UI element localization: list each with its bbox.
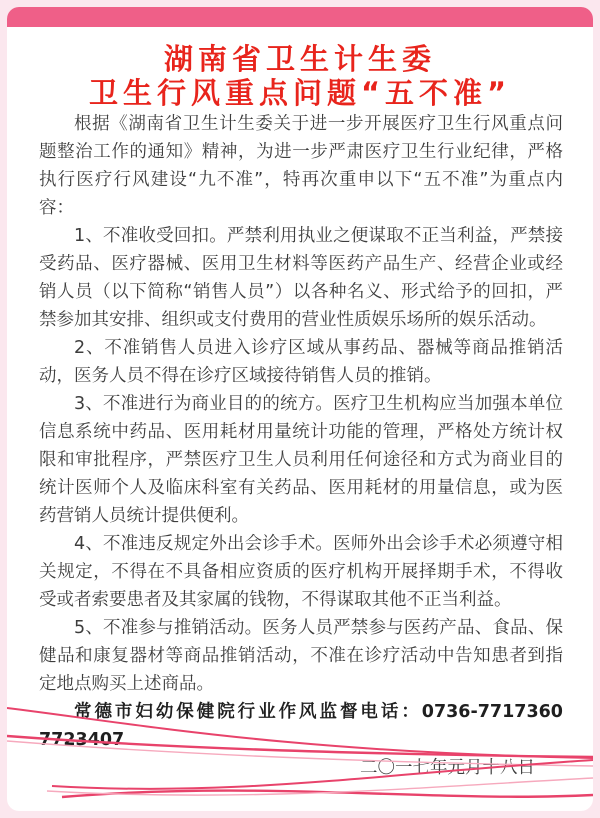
- title-line-1: 湖南省卫生计生委: [163, 42, 436, 76]
- wave-line-4: [62, 791, 593, 797]
- intro-paragraph: 根据《湖南省卫生计生委关于进一步开展医疗卫生行风重点问题整治工作的通知》精神，为进一步严肃医疗卫生行业纪律，严格执行医疗行风建设“九不准”，特再次重申以下“五不准”为重点内容：: [39, 114, 563, 218]
- date-text: 二〇一七年元月十八日: [360, 758, 535, 778]
- header-band: [7, 7, 593, 27]
- rule-item-2: 2、不准销售人员进入诊疗区域从事药品、器械等商品推销活动，医务人员不得在诊疗区域接待销售人员的推销。: [39, 338, 563, 386]
- hotline-text: 常德市妇幼保健院行业作风监督电话：0736-7717360 7723407: [39, 702, 581, 750]
- poster-title: [7, 42, 593, 110]
- rule-item-1: 1、不准收受回扣。严禁利用执业之便谋取不正当利益，严禁接受药品、医疗器械、医用卫生材料等医药产品生产、经营企业或经销人员（以下简称“销售人员”）以各种名义、形式给予的回扣，严禁参加其安排、组织或支付费用的营业性质娱乐场所的娱乐活动。: [39, 226, 563, 330]
- notice-body: [7, 110, 593, 782]
- rule-item-3: 3、不准进行为商业目的的统方。医疗卫生机构应当加强本单位信息系统中药品、医用耗材用量统计功能的管理，严格处方统计权限和审批程序，严禁医疗卫生人员利用任何途径和方式为商业目的统计医师个人及临床科室有关药品、医用耗材的用量信息，或为医药营销人员统计提供便利。: [39, 394, 563, 526]
- rule-item-4: 4、不准违反规定外出会诊手术。医师外出会诊手术必须遵守相关规定，不得在不具备相应资质的医疗机构开展择期手术，不得收受或者索要患者及其家属的钱物，不得谋取其他不正当利益。: [39, 534, 563, 610]
- poster-card: [7, 7, 593, 811]
- rule-item-5: 5、不准参与推销活动。医务人员严禁参与医药产品、食品、保健品和康复器材等商品推销活动，不准在诊疗活动中告知患者到指定地点购买上述商品。: [39, 618, 563, 694]
- title-line-2: 卫生行风重点问题“五不准”: [88, 76, 512, 110]
